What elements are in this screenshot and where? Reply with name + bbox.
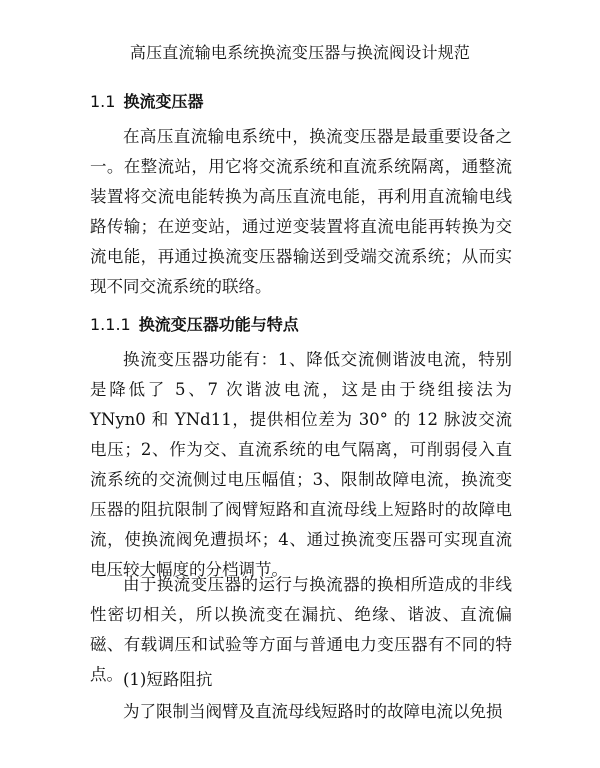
section-heading <box>90 91 203 113</box>
subsection-heading <box>90 314 299 336</box>
subsection-title: 换流变压器功能与特点 <box>138 315 299 334</box>
section-number: 1.1 <box>90 92 116 111</box>
paragraph-intro: 在高压直流输电系统中，换流变压器是最重要设备之一。在整流站，用它将交流系统和直流系统隔离，通整流装置将交流电能转换为高压直流电能，再利用直流输电线路传输；在逆变站，通过逆变装置将直流电能再转换为交流电能，再通过换流变压器输送到受端交流系统；从而实现不同交流系统的联络。 <box>90 127 512 296</box>
document-title: 高压直流输电系统换流变压器与换流阀设计规范 <box>129 43 471 62</box>
paragraph-characteristics: 由于换流变压器的运行与换流器的换相所造成的非线性密切相关，所以换流变在漏抗、绝缘、谐波、直流偏磁、有载调压和试验等方面与普通电力变压器有不同的特点。 <box>90 575 512 684</box>
section-title: 换流变压器 <box>123 92 204 111</box>
paragraph-functions: 换流变压器功能有：1、降低交流侧谐波电流，特别是降低了 5、7 次谐波电流，这是由于绕组接法为 YNyn0 和 YNd11，提供相位差为 30° 的 12 脉波交流电压；2、作为交、直流系统的电气隔离，可削弱侵入直流系统的交流侧过电压幅值；3、限制故障电流，换流变压器的阻抗限制了阀臂短路和直流母线上短路时的故障电流，使换流阀免遭损坏；4、通过换流变压器可实现直流电压较大幅度的分档调节。 <box>90 350 512 579</box>
subsection-number: 1.1.1 <box>90 315 131 334</box>
paragraph-impedance: 为了限制当阀臂及直流母线短路时的故障电流以免损 <box>123 702 503 721</box>
item-heading-short-circuit-impedance: (1)短路阻抗 <box>123 670 213 689</box>
